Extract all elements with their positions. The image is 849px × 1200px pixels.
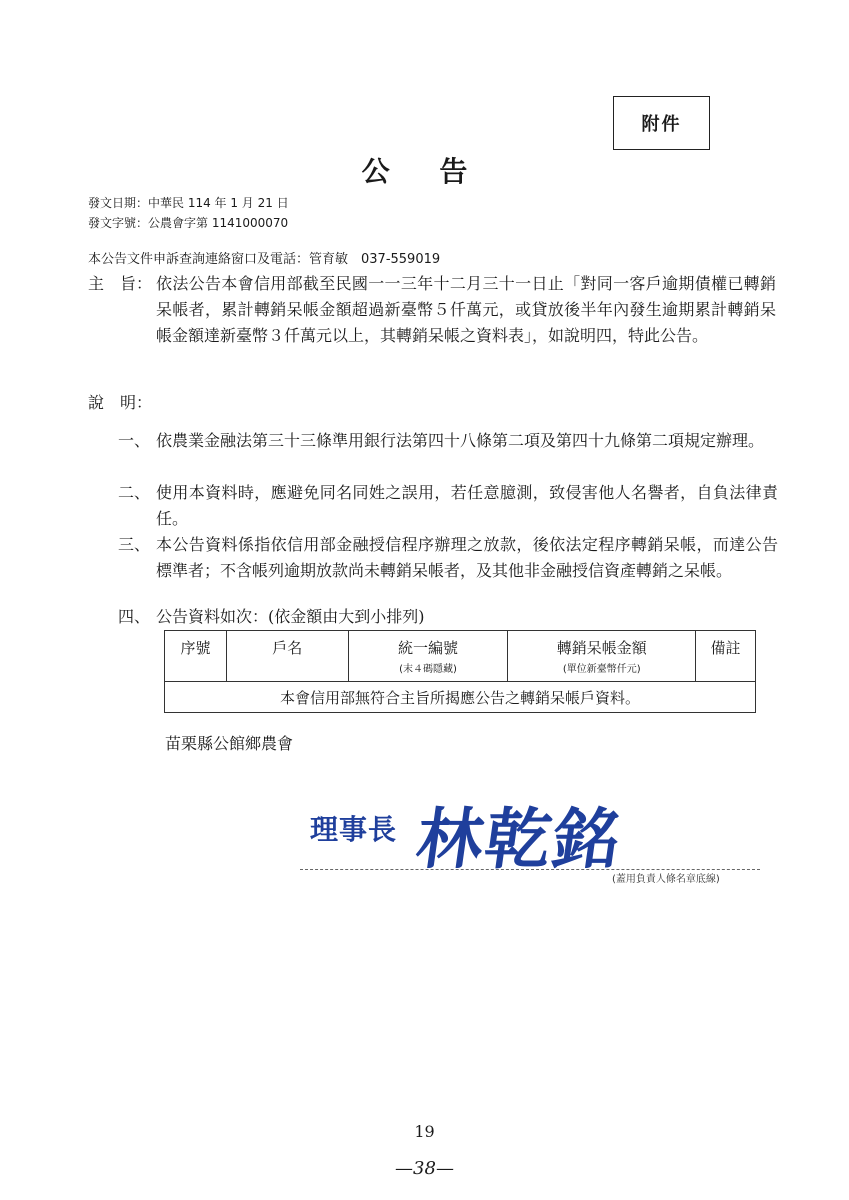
handwritten-page-number: —38— bbox=[395, 1158, 454, 1179]
note-item bbox=[118, 604, 778, 630]
attachment-label: 附件 bbox=[613, 96, 710, 150]
note-item-number: 四、 bbox=[118, 607, 151, 626]
doc-number: 發文字號：公農會字第 1141000070 bbox=[88, 216, 289, 230]
contact-info: 本公告文件申訴查詢連絡窗口及電話：管育敏 037-559019 bbox=[88, 252, 441, 267]
organization-name: 苗栗縣公館鄉農會 bbox=[165, 734, 294, 753]
note-item-number: 一、 bbox=[118, 431, 151, 450]
notes-label: 說 明： bbox=[88, 393, 153, 412]
signature-caption: (蓋用負責人條名章底線) bbox=[612, 874, 720, 885]
page-number: 19 bbox=[414, 1122, 435, 1141]
column-header-id: 統一編號 (末４碼隱藏) bbox=[348, 631, 508, 682]
note-item-text: 依農業金融法第三十三條準用銀行法第四十八條第二項及第四十九條第二項規定辦理。 bbox=[156, 431, 765, 450]
bad-debt-table bbox=[164, 630, 756, 713]
note-item-number: 二、 bbox=[118, 483, 151, 502]
signature-title: 理事長 bbox=[310, 813, 398, 846]
note-item-text: 本公告資料係指依信用部金融授信程序辦理之放款，後依法定程序轉銷呆帳，而達公告標準者；不含帳列逾期放款尚未轉銷呆帳者，及其他非金融授信資產轉銷之呆帳。 bbox=[156, 535, 778, 580]
note-item bbox=[118, 480, 778, 532]
column-header-amount: 轉銷呆帳金額 (單位新臺幣仟元) bbox=[508, 631, 696, 682]
note-item-text: 公告資料如次：(依金額由大到小排列) bbox=[156, 607, 425, 626]
column-header-name: 戶名 bbox=[226, 631, 348, 682]
table-header-row bbox=[165, 631, 756, 682]
note-item bbox=[118, 532, 778, 584]
issue-date: 發文日期：中華民 114 年 1 月 21 日 bbox=[88, 196, 289, 210]
column-header-serial: 序號 bbox=[165, 631, 227, 682]
table-row bbox=[165, 682, 756, 713]
column-header-id-sub: (末４碼隱藏) bbox=[399, 664, 457, 675]
note-item-text: 使用本資料時，應避免同名同姓之誤用，若任意臆測，致侵害他人名譽者，自負法律責任。 bbox=[156, 483, 778, 528]
column-header-remarks: 備註 bbox=[696, 631, 756, 682]
subject-label: 主 旨： bbox=[88, 274, 153, 293]
note-item-number: 三、 bbox=[118, 535, 151, 554]
signature-name: 林乾銘 bbox=[411, 801, 627, 878]
table-note-cell: 本會信用部無符合主旨所揭應公告之轉銷呆帳戶資料。 bbox=[165, 682, 756, 713]
note-item bbox=[118, 428, 778, 454]
page-title: 公 告 bbox=[361, 155, 488, 188]
subject-text: 依法公告本會信用部截至民國一一三年十二月三十一日止「對同一客戶逾期債權已轉銷呆帳者，累計轉銷呆帳金額超過新臺幣５仟萬元，或貸放後半年內發生逾期累計轉銷呆帳金額達新臺幣３仟萬元以上，其轉銷呆帳之資料表」，如說明四，特此公告。 bbox=[156, 274, 776, 345]
column-header-amount-sub: (單位新臺幣仟元) bbox=[562, 664, 641, 675]
